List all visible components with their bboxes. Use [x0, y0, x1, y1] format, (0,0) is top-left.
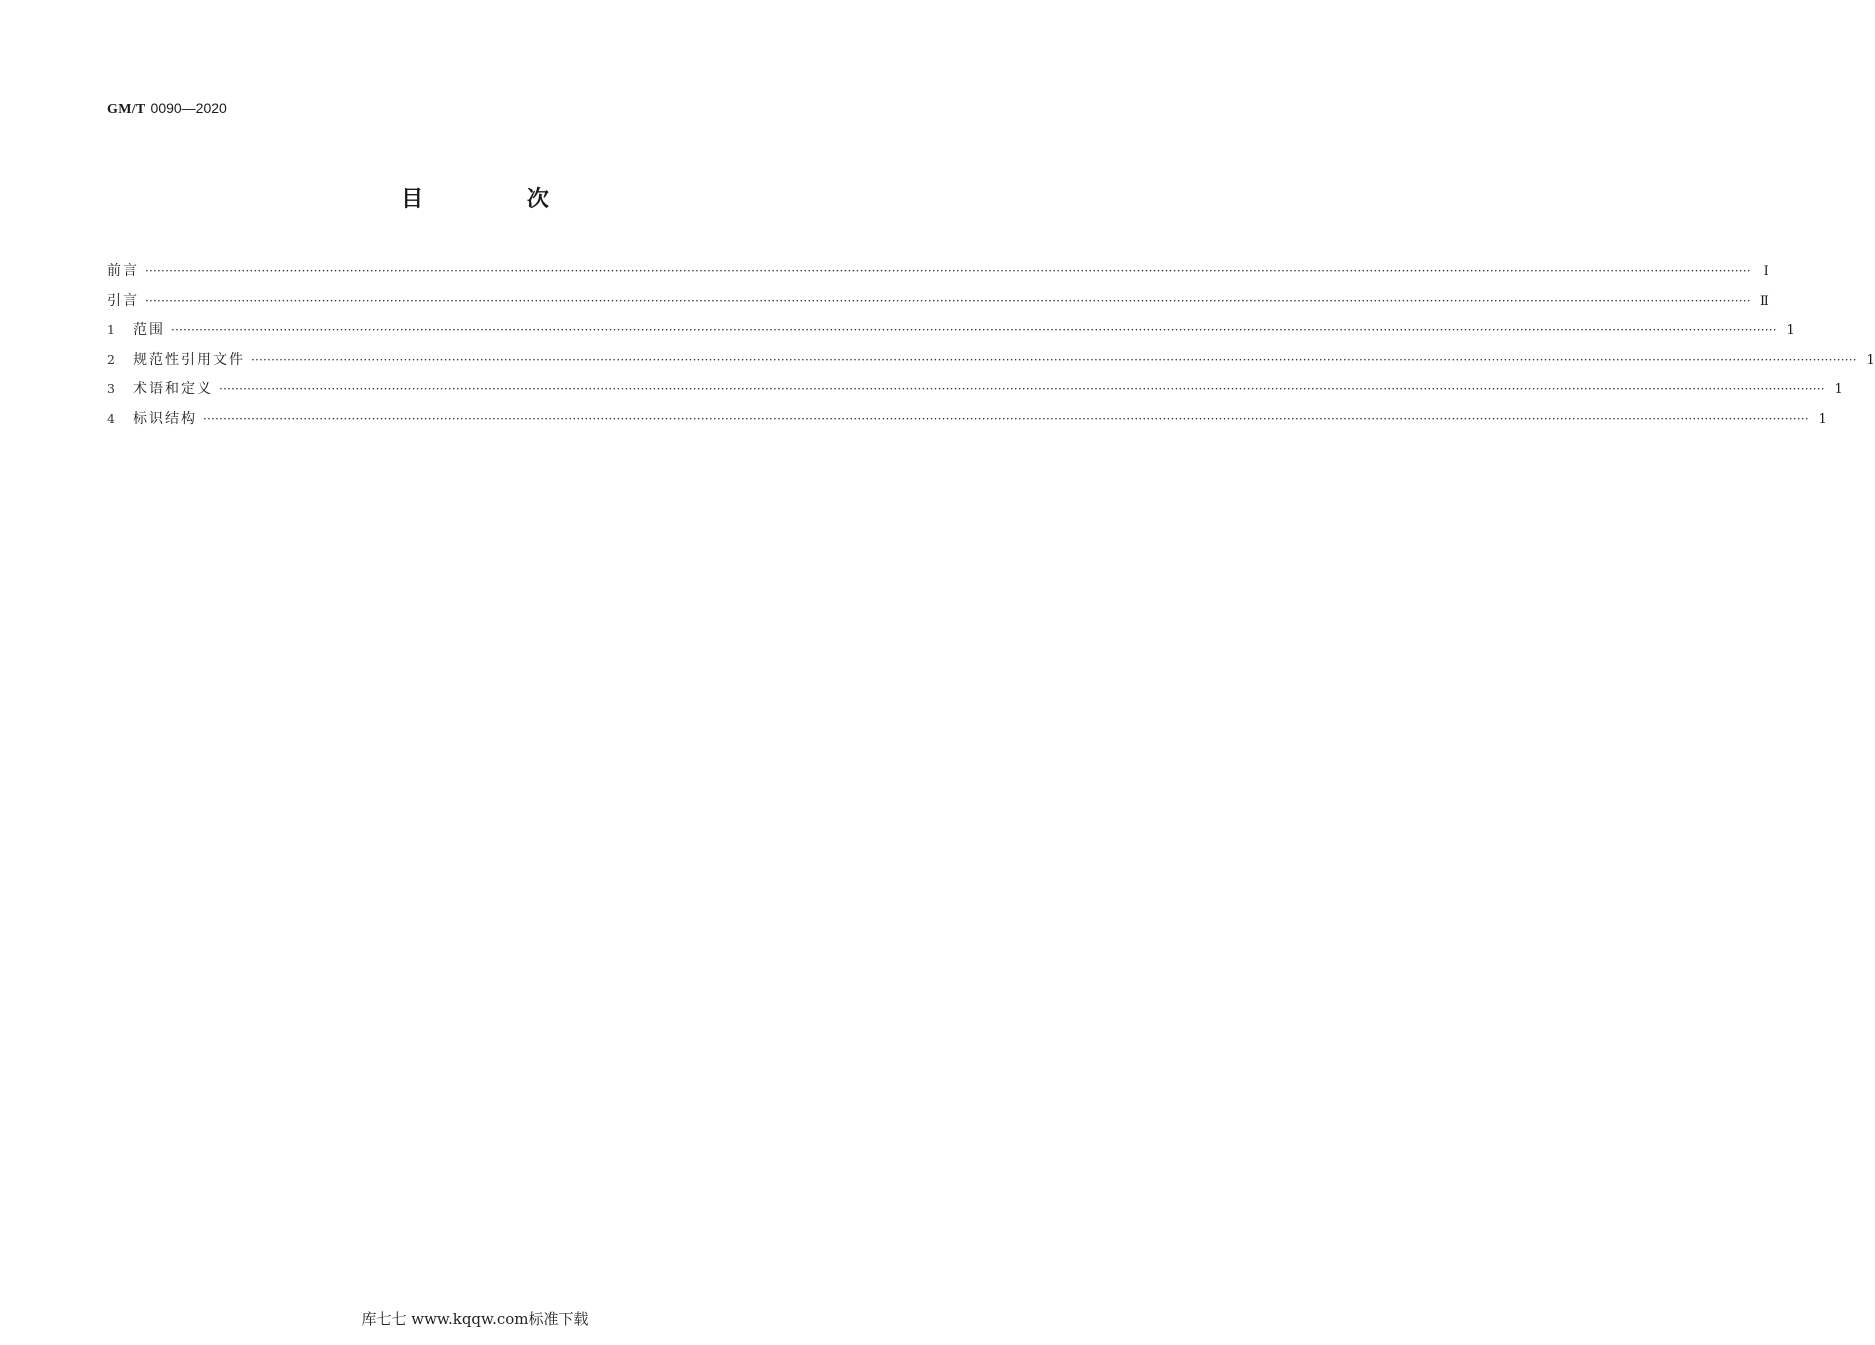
toc-entry-number: 4 [107, 410, 115, 426]
document-code [107, 100, 227, 118]
toc-leader-dots: ················································································································································································································································································································································································································ [203, 411, 1809, 426]
toc-entry-terms-definitions[interactable] [107, 379, 1843, 409]
toc-entry-scope[interactable] [107, 320, 1795, 350]
toc-entry-foreword[interactable] [107, 261, 1769, 291]
toc-entry-page: 1 [1818, 411, 1827, 427]
toc-leader-dots: ················································································································································································································································································································································································································ [219, 382, 1825, 396]
toc-entry-page: 1 [1786, 323, 1795, 338]
toc-leader-dots: ················································································································································································································································································································································································································ [171, 323, 1777, 337]
toc-entry-page: Ⅰ [1763, 264, 1769, 279]
toc-entry-page: 1 [1834, 382, 1843, 397]
toc-entry-label: 引言 [107, 292, 139, 309]
toc-entry-label: 范围 [133, 322, 165, 338]
toc-entry-number: 3 [107, 381, 115, 396]
toc-entry-number: 1 [107, 322, 115, 337]
toc-leader-dots: ················································································································································································································································································································································································································ [145, 293, 1751, 308]
toc-entry-page: 1 [1866, 352, 1875, 368]
toc-leader-dots: ················································································································································································································································································································································································································ [145, 264, 1751, 278]
toc-entry-label: 术语和定义 [133, 381, 213, 397]
page-title: 目 次 [401, 187, 597, 212]
toc-entry-normative-references[interactable] [107, 350, 1875, 380]
toc-entry-identifier-structure[interactable] [107, 409, 1827, 439]
footer-watermark: 库七七 www.kqqw.com标准下载 [361, 1310, 589, 1328]
toc-entry-label: 前言 [107, 263, 139, 279]
standard-prefix: GM/T [107, 102, 146, 117]
toc-entry-label: 规范性引用文件 [133, 351, 245, 368]
table-of-contents [107, 261, 1875, 438]
toc-entry-introduction[interactable] [107, 291, 1769, 321]
toc-leader-dots: ················································································································································································································································································································································································································ [251, 352, 1857, 367]
toc-entry-number: 2 [107, 351, 115, 367]
standard-number: 0090—2020 [150, 100, 227, 116]
toc-entry-page: Ⅱ [1759, 293, 1769, 309]
toc-entry-label: 标识结构 [133, 410, 197, 427]
